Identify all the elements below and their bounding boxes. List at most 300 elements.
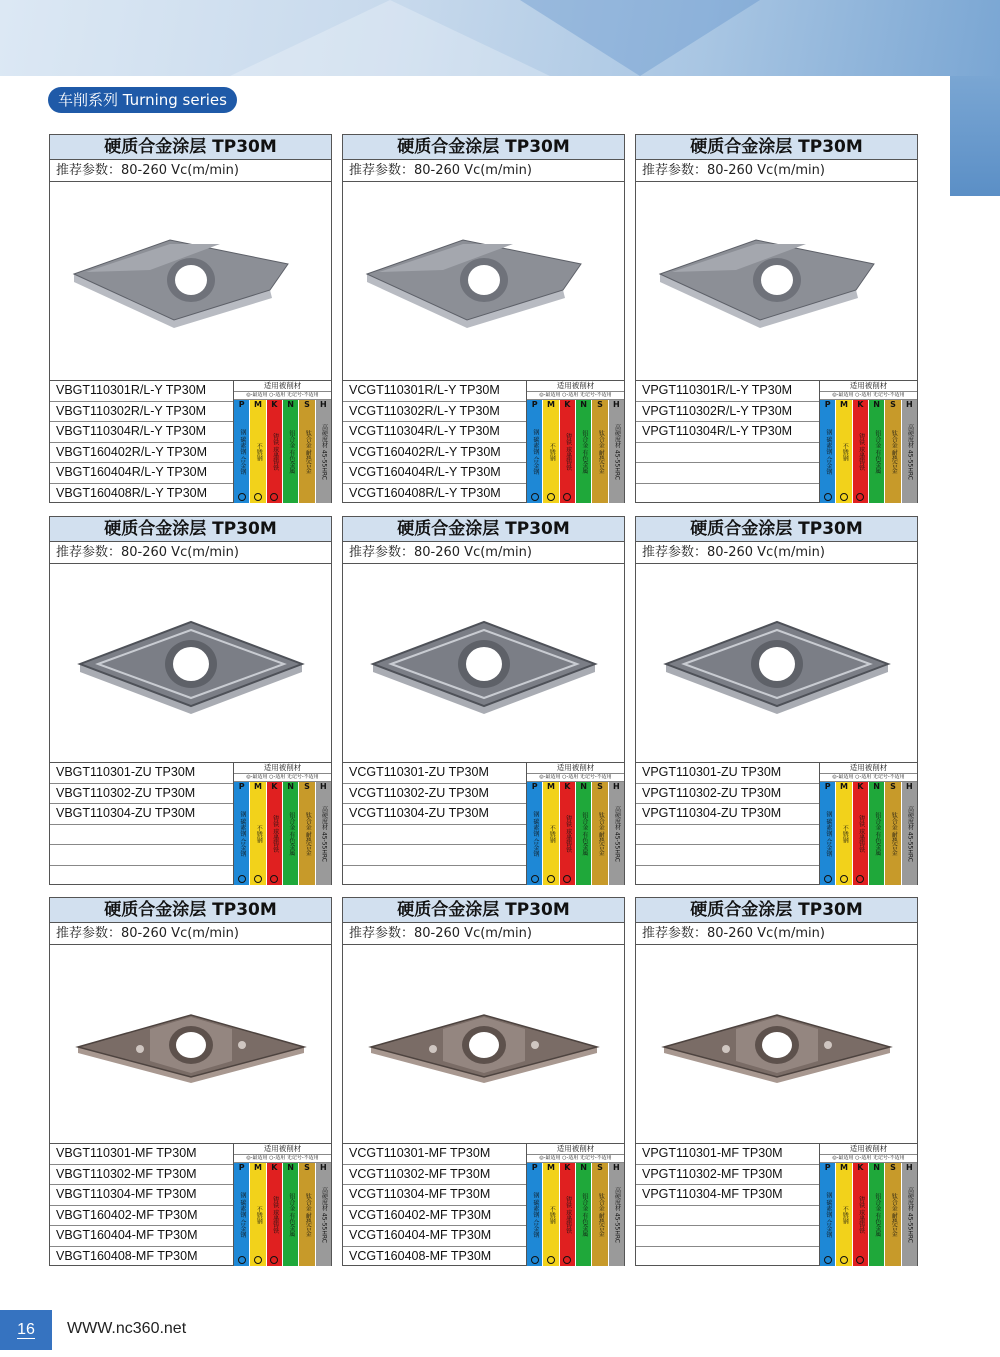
material-name: 铝合金 有色金属 — [287, 812, 295, 856]
card-spec-area — [50, 1143, 331, 1266]
material-column-h — [902, 1163, 917, 1266]
material-letter: K — [271, 400, 278, 409]
insert-svg — [636, 564, 917, 763]
insert-svg — [50, 182, 331, 381]
card-title: 硬质合金涂层 TP30M — [636, 135, 917, 160]
material-column-m — [836, 782, 852, 885]
material-column-p — [820, 1163, 836, 1266]
product-card — [49, 897, 332, 1266]
model-row: VCGT160404-MF TP30M — [343, 1226, 526, 1247]
model-row: VBGT160402R/L-Y TP30M — [50, 443, 233, 464]
material-name: 铝合金 有色金属 — [580, 430, 588, 474]
materials-legend: ◎-最适用 ○-适用 无记号-不适用 — [234, 392, 331, 400]
model-row: VBGT110304R/L-Y TP30M — [50, 422, 233, 443]
model-row: VBGT110302-ZU TP30M — [50, 784, 233, 805]
card-image — [50, 564, 331, 763]
card-image — [636, 182, 917, 381]
material-name: 铸铁 球墨铸铁 — [564, 815, 572, 853]
product-card — [635, 897, 918, 1266]
materials-legend: ◎-最适用 ○-适用 无记号-不适用 — [820, 392, 917, 400]
model-row: VCGT160402R/L-Y TP30M — [343, 443, 526, 464]
material-letter: S — [597, 400, 603, 409]
material-name: 钢 碳素钢 合金钢 — [824, 811, 832, 857]
model-list — [636, 381, 820, 503]
insert-svg — [343, 945, 624, 1144]
material-name: 钢 碳素钢 合金钢 — [531, 1192, 539, 1238]
material-letter: P — [238, 782, 245, 791]
material-name: 铝合金 有色金属 — [873, 430, 881, 474]
material-letter: M — [254, 782, 262, 791]
suitability-circle-icon — [840, 1256, 848, 1264]
material-column-k — [853, 400, 869, 503]
card-params: 推荐参数：80-260 Vc(m/min) — [343, 542, 624, 564]
material-column-s — [592, 1163, 608, 1266]
material-column-n — [283, 1163, 299, 1266]
model-row: VPGT110302-ZU TP30M — [636, 784, 819, 805]
product-card — [49, 516, 332, 885]
material-name: 不锈钢 — [255, 1206, 263, 1224]
material-column-p — [527, 1163, 543, 1266]
material-name: 不锈钢 — [548, 443, 556, 461]
suitability-circle-icon — [840, 875, 848, 883]
materials-table — [234, 381, 331, 503]
material-column-h — [902, 782, 917, 885]
material-name: 不锈钢 — [255, 443, 263, 461]
suitability-circle-icon — [547, 493, 555, 501]
product-card — [635, 134, 918, 503]
model-row — [636, 845, 819, 866]
material-letter: M — [840, 782, 848, 791]
material-letter: M — [547, 400, 555, 409]
model-row: VBGT110304-MF TP30M — [50, 1185, 233, 1206]
materials-title: 适用被削材 — [820, 1144, 917, 1155]
model-row: VPGT110302-MF TP30M — [636, 1165, 819, 1186]
insert-image — [74, 240, 288, 328]
insert-svg — [50, 564, 331, 763]
model-row — [343, 825, 526, 846]
material-name: 不锈钢 — [548, 825, 556, 843]
materials-legend: ◎-最适用 ○-适用 无记号-不适用 — [820, 774, 917, 782]
model-list — [636, 1144, 820, 1266]
card-spec-area — [50, 380, 331, 503]
materials-columns — [820, 1163, 917, 1266]
material-column-k — [853, 782, 869, 885]
model-row: VCGT160402-MF TP30M — [343, 1206, 526, 1227]
insert-image — [367, 240, 581, 328]
material-name: 钛合金 耐热合金 — [890, 812, 898, 856]
material-name: 钢 碳素钢 合金钢 — [824, 1192, 832, 1238]
card-title: 硬质合金涂层 TP30M — [50, 517, 331, 542]
model-row: VCGT110304-MF TP30M — [343, 1185, 526, 1206]
model-row — [50, 866, 233, 886]
model-row — [636, 463, 819, 484]
product-card — [342, 516, 625, 885]
material-name: 铸铁 球墨铸铁 — [857, 1196, 865, 1234]
material-column-p — [234, 400, 250, 503]
material-column-k — [560, 782, 576, 885]
material-letter: N — [580, 1163, 587, 1172]
model-row: VBGT110302R/L-Y TP30M — [50, 402, 233, 423]
suitability-circle-icon — [824, 875, 832, 883]
material-letter: S — [597, 1163, 603, 1172]
material-column-s — [592, 782, 608, 885]
material-column-s — [299, 400, 315, 503]
material-column-p — [527, 782, 543, 885]
material-name: 钛合金 耐热合金 — [597, 812, 605, 856]
model-row — [343, 845, 526, 866]
suitability-circle-icon — [840, 493, 848, 501]
materials-title: 适用被削材 — [527, 1144, 624, 1155]
material-name: 钛合金 耐热合金 — [304, 430, 312, 474]
card-title: 硬质合金涂层 TP30M — [343, 517, 624, 542]
model-row — [636, 443, 819, 464]
card-spec-area — [636, 762, 917, 885]
material-letter: H — [612, 782, 620, 791]
product-card — [635, 516, 918, 885]
material-name: 钛合金 耐热合金 — [304, 812, 312, 856]
suitability-circle-icon — [563, 1256, 571, 1264]
card-spec-area — [343, 1143, 624, 1266]
card-title: 硬质合金涂层 TP30M — [50, 135, 331, 160]
material-letter: K — [271, 1163, 278, 1172]
material-name: 高硬度材 45-55HRC — [613, 1187, 621, 1243]
material-letter: M — [254, 1163, 262, 1172]
material-name: 铝合金 有色金属 — [580, 1193, 588, 1237]
materials-columns — [234, 400, 331, 503]
materials-table — [234, 763, 331, 885]
material-letter: S — [890, 1163, 896, 1172]
product-card — [49, 134, 332, 503]
materials-table — [527, 381, 624, 503]
material-column-h — [316, 782, 331, 885]
card-params: 推荐参数：80-260 Vc(m/min) — [50, 542, 331, 564]
suitability-circle-icon — [531, 1256, 539, 1264]
materials-title: 适用被削材 — [234, 381, 331, 392]
material-letter: K — [564, 1163, 571, 1172]
model-row: VBGT160402-MF TP30M — [50, 1206, 233, 1227]
material-column-p — [527, 400, 543, 503]
materials-columns — [527, 782, 624, 885]
material-column-h — [316, 1163, 331, 1266]
material-column-m — [250, 782, 266, 885]
model-row — [636, 484, 819, 504]
material-name: 不锈钢 — [841, 1206, 849, 1224]
insert-image — [666, 622, 888, 714]
material-letter: N — [580, 782, 587, 791]
materials-legend: ◎-最适用 ○-适用 无记号-不适用 — [234, 774, 331, 782]
model-row: VCGT110302-ZU TP30M — [343, 784, 526, 805]
card-title: 硬质合金涂层 TP30M — [636, 898, 917, 923]
materials-table — [527, 1144, 624, 1266]
materials-table — [820, 1144, 917, 1266]
material-name: 铸铁 球墨铸铁 — [271, 433, 279, 471]
model-row: VCGT110301-MF TP30M — [343, 1144, 526, 1165]
model-row: VPGT110302R/L-Y TP30M — [636, 402, 819, 423]
card-spec-area — [343, 380, 624, 503]
insert-image — [660, 240, 874, 328]
materials-columns — [234, 782, 331, 885]
material-letter: M — [254, 400, 262, 409]
material-name: 高硬度材 45-55HRC — [906, 424, 914, 480]
material-letter: S — [304, 782, 310, 791]
material-letter: N — [580, 400, 587, 409]
material-name: 高硬度材 45-55HRC — [320, 806, 328, 862]
material-column-s — [299, 1163, 315, 1266]
material-column-p — [234, 782, 250, 885]
material-column-m — [543, 782, 559, 885]
insert-image — [371, 1015, 597, 1083]
material-letter: P — [531, 400, 538, 409]
material-column-n — [869, 782, 885, 885]
materials-table — [527, 763, 624, 885]
material-name: 铝合金 有色金属 — [287, 430, 295, 474]
materials-legend: ◎-最适用 ○-适用 无记号-不适用 — [527, 1155, 624, 1163]
product-card — [342, 134, 625, 503]
material-name: 不锈钢 — [841, 825, 849, 843]
page-number: 16 — [0, 1310, 52, 1350]
model-row: VPGT110301-MF TP30M — [636, 1144, 819, 1165]
card-title: 硬质合金涂层 TP30M — [343, 135, 624, 160]
material-name: 钢 碳素钢 合金钢 — [238, 429, 246, 475]
card-spec-area — [343, 762, 624, 885]
model-row: VCGT110302R/L-Y TP30M — [343, 402, 526, 423]
card-image — [343, 182, 624, 381]
material-column-m — [543, 1163, 559, 1266]
model-list — [50, 381, 234, 503]
suitability-circle-icon — [238, 493, 246, 501]
material-letter: H — [612, 1163, 620, 1172]
product-card — [342, 897, 625, 1266]
model-row: VPGT110301R/L-Y TP30M — [636, 381, 819, 402]
suitability-circle-icon — [531, 493, 539, 501]
material-letter: P — [531, 1163, 538, 1172]
material-letter: N — [287, 1163, 294, 1172]
material-column-s — [592, 400, 608, 503]
material-letter: K — [564, 782, 571, 791]
card-spec-area — [636, 1143, 917, 1266]
material-name: 不锈钢 — [548, 1206, 556, 1224]
suitability-circle-icon — [531, 875, 539, 883]
material-letter: M — [547, 782, 555, 791]
materials-legend: ◎-最适用 ○-适用 无记号-不适用 — [527, 392, 624, 400]
material-name: 钛合金 耐热合金 — [890, 430, 898, 474]
material-column-p — [234, 1163, 250, 1266]
material-name: 铸铁 球墨铸铁 — [271, 1196, 279, 1234]
website-link[interactable]: WWW.nc360.net — [67, 1320, 187, 1337]
materials-columns — [234, 1163, 331, 1266]
material-column-m — [836, 400, 852, 503]
material-letter: M — [547, 1163, 555, 1172]
model-row — [636, 1206, 819, 1227]
materials-title: 适用被削材 — [820, 763, 917, 774]
model-row — [343, 866, 526, 886]
material-column-k — [560, 1163, 576, 1266]
card-title: 硬质合金涂层 TP30M — [50, 898, 331, 923]
insert-svg — [636, 945, 917, 1144]
material-name: 钛合金 耐热合金 — [597, 1193, 605, 1237]
material-letter: H — [905, 1163, 913, 1172]
suitability-circle-icon — [547, 875, 555, 883]
card-image — [636, 945, 917, 1144]
material-column-s — [885, 782, 901, 885]
material-name: 钢 碳素钢 合金钢 — [238, 1192, 246, 1238]
material-letter: K — [857, 782, 864, 791]
suitability-circle-icon — [856, 875, 864, 883]
material-name: 铝合金 有色金属 — [287, 1193, 295, 1237]
card-params: 推荐参数：80-260 Vc(m/min) — [636, 923, 917, 945]
materials-columns — [527, 400, 624, 503]
model-row: VBGT160408R/L-Y TP30M — [56, 485, 208, 500]
material-letter: K — [857, 400, 864, 409]
model-list — [343, 381, 527, 503]
suitability-circle-icon — [238, 1256, 246, 1264]
suitability-circle-icon — [238, 875, 246, 883]
material-column-n — [576, 400, 592, 503]
material-name: 铝合金 有色金属 — [580, 812, 588, 856]
model-row — [636, 1247, 819, 1267]
model-row: VBGT160404R/L-Y TP30M — [50, 463, 233, 484]
material-name: 钛合金 耐热合金 — [304, 1193, 312, 1237]
insert-image — [664, 1015, 890, 1083]
card-image — [636, 564, 917, 763]
suitability-circle-icon — [856, 1256, 864, 1264]
materials-table — [234, 1144, 331, 1266]
material-letter: K — [857, 1163, 864, 1172]
material-column-s — [885, 400, 901, 503]
material-letter: N — [873, 782, 880, 791]
insert-svg — [636, 182, 917, 381]
material-column-h — [902, 400, 917, 503]
model-row: VPGT110304R/L-Y TP30M — [636, 422, 819, 443]
card-spec-area — [636, 380, 917, 503]
model-row: VBGT110304-ZU TP30M — [50, 804, 233, 825]
material-name: 不锈钢 — [841, 443, 849, 461]
model-row — [636, 825, 819, 846]
material-name: 钛合金 耐热合金 — [597, 430, 605, 474]
material-column-k — [267, 400, 283, 503]
card-image — [343, 564, 624, 763]
materials-legend: ◎-最适用 ○-适用 无记号-不适用 — [527, 774, 624, 782]
card-params: 推荐参数：80-260 Vc(m/min) — [343, 923, 624, 945]
card-image — [50, 945, 331, 1144]
materials-title: 适用被削材 — [234, 1144, 331, 1155]
material-name: 铸铁 球墨铸铁 — [857, 433, 865, 471]
material-letter: K — [271, 782, 278, 791]
material-letter: N — [873, 1163, 880, 1172]
model-row: VCGT110304R/L-Y TP30M — [343, 422, 526, 443]
suitability-circle-icon — [270, 1256, 278, 1264]
model-list — [50, 763, 234, 885]
material-column-k — [853, 1163, 869, 1266]
model-row: VBGT110301-ZU TP30M — [50, 763, 233, 784]
card-params: 推荐参数：80-260 Vc(m/min) — [50, 923, 331, 945]
model-row — [50, 825, 233, 846]
material-letter: H — [905, 782, 913, 791]
material-name: 高硬度材 45-55HRC — [906, 806, 914, 862]
insert-image — [80, 622, 302, 714]
materials-title: 适用被削材 — [527, 763, 624, 774]
material-column-k — [267, 782, 283, 885]
material-name: 钛合金 耐热合金 — [890, 1193, 898, 1237]
model-row: VCGT110301-ZU TP30M — [343, 763, 526, 784]
material-name: 铸铁 球墨铸铁 — [857, 815, 865, 853]
model-list — [636, 763, 820, 885]
material-letter: P — [824, 400, 831, 409]
material-column-m — [836, 1163, 852, 1266]
material-column-n — [576, 782, 592, 885]
material-letter: S — [304, 400, 310, 409]
material-name: 高硬度材 45-55HRC — [613, 806, 621, 862]
material-column-h — [609, 400, 624, 503]
material-name: 铝合金 有色金属 — [873, 812, 881, 856]
model-row: VCGT160408R/L-Y TP30M — [349, 485, 501, 500]
materials-columns — [820, 782, 917, 885]
material-letter: N — [287, 782, 294, 791]
model-row: VCGT110304-ZU TP30M — [343, 804, 526, 825]
material-column-k — [560, 400, 576, 503]
model-row: VBGT160404-MF TP30M — [50, 1226, 233, 1247]
model-row: VPGT110304-ZU TP30M — [636, 804, 819, 825]
materials-columns — [820, 400, 917, 503]
model-row: VCGT110302-MF TP30M — [343, 1165, 526, 1186]
model-row: VCGT160408-MF TP30M — [349, 1248, 492, 1263]
model-list — [50, 1144, 234, 1266]
model-row: VBGT110302-MF TP30M — [50, 1165, 233, 1186]
model-row — [636, 866, 819, 886]
material-name: 铸铁 球墨铸铁 — [564, 1196, 572, 1234]
card-params: 推荐参数：80-260 Vc(m/min) — [636, 542, 917, 564]
material-name: 高硬度材 45-55HRC — [906, 1187, 914, 1243]
material-column-m — [250, 400, 266, 503]
material-name: 钢 碳素钢 合金钢 — [531, 429, 539, 475]
material-letter: P — [531, 782, 538, 791]
model-row: VBGT110301-MF TP30M — [50, 1144, 233, 1165]
material-letter: H — [319, 400, 327, 409]
model-row: VCGT160404R/L-Y TP30M — [343, 463, 526, 484]
suitability-circle-icon — [254, 493, 262, 501]
material-name: 钢 碳素钢 合金钢 — [531, 811, 539, 857]
material-column-n — [283, 400, 299, 503]
material-name: 钢 碳素钢 合金钢 — [238, 811, 246, 857]
model-row: VCGT110301R/L-Y TP30M — [343, 381, 526, 402]
material-letter: K — [564, 400, 571, 409]
material-column-n — [869, 1163, 885, 1266]
suitability-circle-icon — [563, 875, 571, 883]
suitability-circle-icon — [254, 1256, 262, 1264]
material-letter: P — [238, 400, 245, 409]
material-letter: H — [319, 782, 327, 791]
material-column-p — [820, 782, 836, 885]
insert-image — [78, 1015, 304, 1083]
material-column-h — [316, 400, 331, 503]
material-letter: H — [905, 400, 913, 409]
card-params: 推荐参数：80-260 Vc(m/min) — [636, 160, 917, 182]
material-letter: M — [840, 400, 848, 409]
insert-svg — [50, 945, 331, 1144]
material-column-n — [869, 400, 885, 503]
insert-svg — [343, 564, 624, 763]
materials-table — [820, 763, 917, 885]
suitability-circle-icon — [563, 493, 571, 501]
material-letter: P — [238, 1163, 245, 1172]
material-column-s — [299, 782, 315, 885]
material-letter: N — [873, 400, 880, 409]
model-row — [50, 845, 233, 866]
model-row: VPGT110304-MF TP30M — [636, 1185, 819, 1206]
materials-title: 适用被削材 — [234, 763, 331, 774]
material-name: 高硬度材 45-55HRC — [320, 1187, 328, 1243]
materials-legend: ◎-最适用 ○-适用 无记号-不适用 — [820, 1155, 917, 1163]
